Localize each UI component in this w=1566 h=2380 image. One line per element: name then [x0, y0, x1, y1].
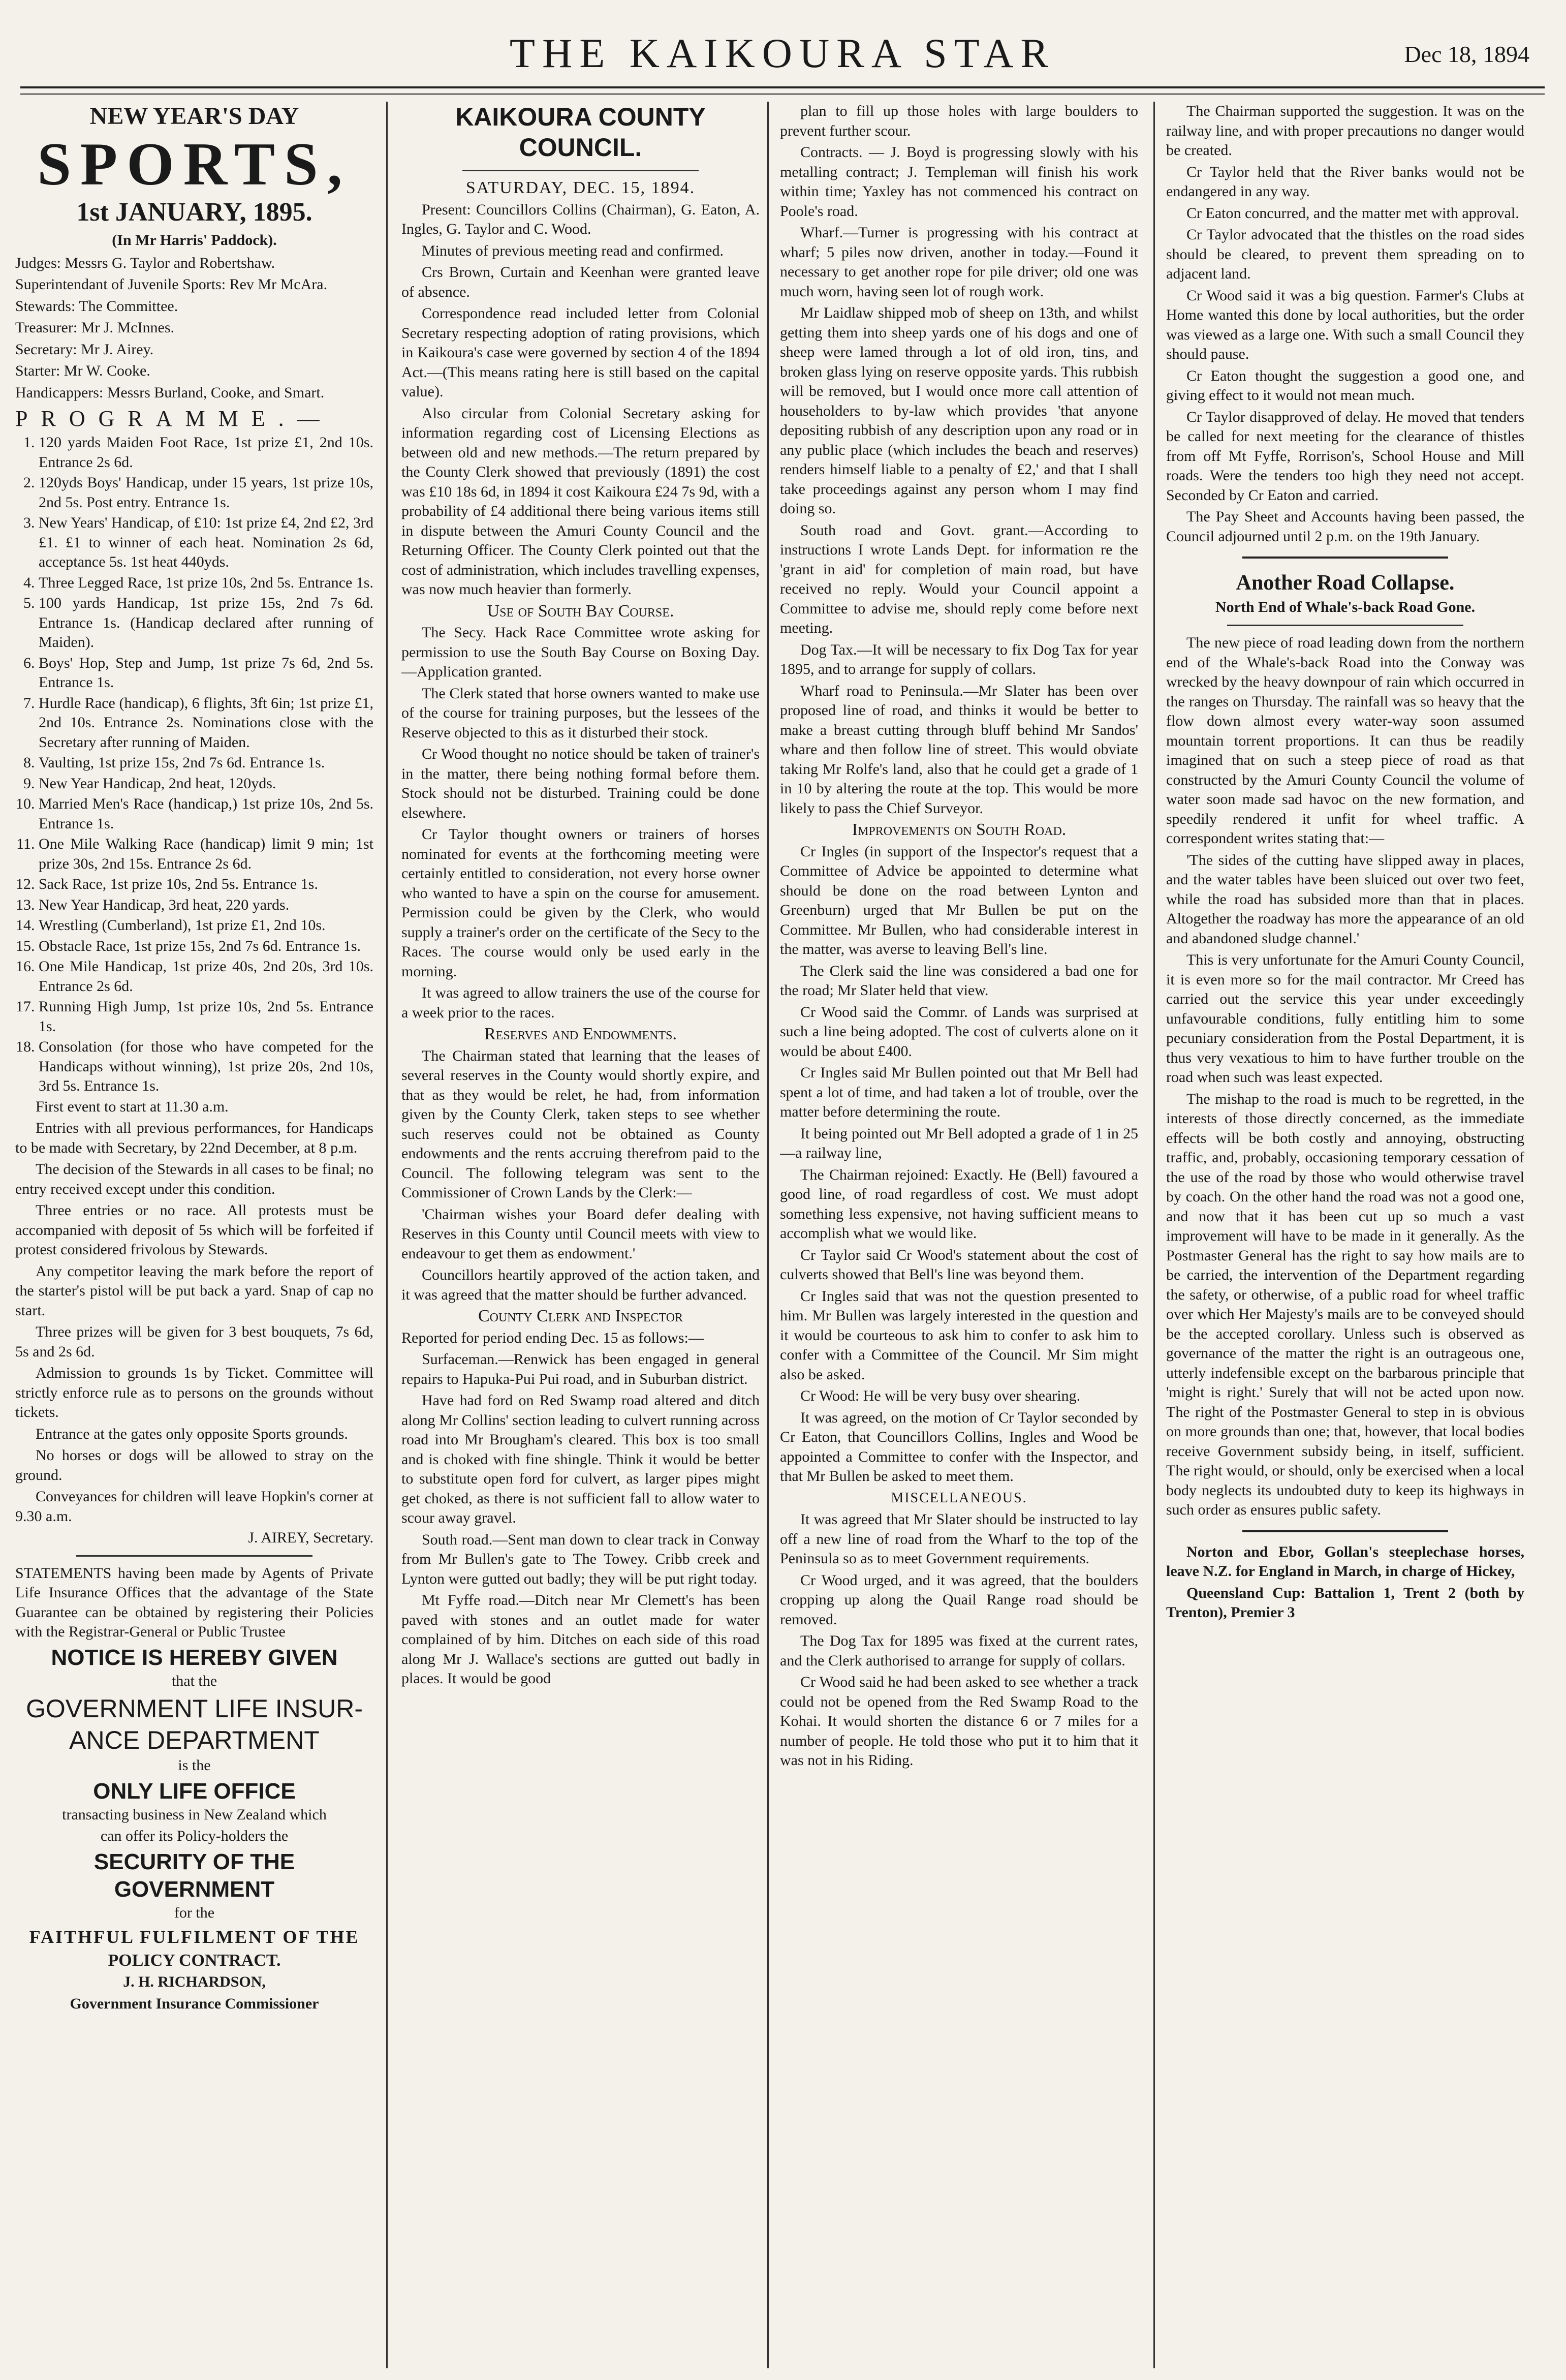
sports-note: Any competitor leaving the mark before the report of the starter's pistol will be put back a yard. Snap of cap no start.: [15, 1262, 373, 1319]
event-item: 6. Boys' Hop, Step and Jump, 1st prize 7s 6d, 2nd 5s. Entrance 1s.: [39, 654, 373, 693]
insurance-intro: STATEMENTS having been made by Agents of Private Life Insurance Offices that the advantage of the State Guarantee can be obtained by registering their Policies with the Registrar-General or Public Trustee: [15, 1564, 373, 1640]
insurance-business: transacting business in New Zealand which: [62, 1806, 327, 1823]
council-continued-paragraph: Cr Taylor advocated that the thistles on the road sides should be cleared, to prevent them spreading on to adjacent land.: [1166, 226, 1524, 282]
sports-note: First event to start at 11.30 a.m.: [36, 1098, 229, 1115]
collapse-paragraph: The new piece of road leading down from the northern end of the Whale's-back Road into the Conway was wrecked by the heavy downpour of rain which occurred in the ranges on Thursday. The rainfall was so heavy that the flow down almost every water-way soon assumed mountain torrent proportions. It can thus be readily imagined that on such a steep piece of road as that constructed by the Amuri County Council the volume of water soon made sad havoc on the new formation, and speedily rendered it unfit for wheel traffic. A correspondent writes stating that:—: [1166, 634, 1524, 847]
event-item: 3. New Years' Handicap, of £10: 1st prize £4, 2nd £2, 3rd £1. £1 to winner of each heat. Nomination 2s 6d, acceptance 5s. 1st heat 440yds.: [39, 513, 373, 572]
misc-paragraph: It was agreed that Mr Slater should be instructed to lay off a new line of road from the Wharf to the top of the Peninsula so as to meet Government requirements.: [780, 1511, 1138, 1567]
sports-note: Entrance at the gates only opposite Sports grounds.: [36, 1425, 348, 1442]
event-item: 11. One Mile Walking Race (handicap) limit 9 min; 1st prize 30s, 2nd 15s. Entrance 2s 6d.: [39, 834, 373, 874]
heading-reserves: Reserves and Endowments.: [484, 1025, 677, 1043]
clerk-paragraph: Have had ford on Red Swamp road altered and ditch along Mr Collins' section leading to culvert running across road into Mr Brougham's cleared. This box is too small and is choked with fine shingle. Think it would be better to substitute open ford for culvert, as larger pipes might get choked, as there is not sufficient fall to allow water to scour away gravel.: [401, 1392, 760, 1526]
report-paragraph: Contracts. — J. Boyd is progressing slowly with his metalling contract; J. Templeman will finish his work within time; Yaxley has not commenced his contract on Poole's road.: [780, 144, 1138, 220]
divider: [76, 1555, 312, 1557]
reserves-paragraph: The Chairman stated that learning that the leases of several reserves in the County would shortly expire, and that as they would be relet, he had, from information given by the County Clerk, taken steps to see whether such reserves could not be obtained as County endowments and the rents accruing therefrom paid to the Council. The following telegram was sent to the Commissioner of Crown Lands by the Clerk:—: [401, 1047, 760, 1201]
official-line: Starter: Mr W. Cooke.: [15, 362, 150, 379]
official-line: Judges: Messrs G. Taylor and Robertshaw.: [15, 254, 275, 271]
sports-note: Admission to grounds 1s by Ticket. Committee will strictly enforce rule as to persons on the grounds without tickets.: [15, 1365, 373, 1420]
improvements-paragraph: Cr Ingles said that was not the question presented to him. Mr Bullen was largely interested in the question and it would be courteous to ask him to confer to ask him to confer with a Committee of the Council. Mr Sim might also be asked.: [780, 1287, 1138, 1383]
heading-south-bay: Use of South Bay Course.: [487, 601, 674, 621]
collapse-paragraphs: [1166, 633, 1524, 1520]
south-bay-paragraph: It was agreed to allow trainers the use of the course for a week prior to the races.: [401, 984, 760, 1021]
report-paragraph: Dog Tax.—It will be necessary to fix Dog Tax for year 1895, and to arrange for supply of collars.: [780, 641, 1138, 677]
event-item: 17. Running High Jump, 1st prize 10s, 2nd 5s. Entrance 1s.: [39, 997, 373, 1036]
programme-label: PROGRAMME.—: [15, 406, 333, 431]
event-item: 10. Married Men's Race (handicap,) 1st prize 10s, 2nd 5s. Entrance 1s.: [39, 794, 373, 833]
official-line: Secretary: Mr J. Airey.: [15, 341, 154, 358]
misc-paragraph: Cr Wood said he had been asked to see whether a track could not be opened from the Red Swamp Road to the Kohai. It would shorten the distance 6 or 7 miles for a number of people. He told those who put it to him that it was not in his Riding.: [780, 1674, 1138, 1769]
insurance-only: ONLY LIFE OFFICE: [93, 1778, 296, 1804]
council-continued-paragraph: Cr Eaton thought the suggestion a good one, and giving effect to it would not mean much.: [1166, 367, 1524, 404]
official-line: Stewards: The Committee.: [15, 297, 178, 315]
south-bay-paragraph: The Secy. Hack Race Committee wrote asking for permission to use the South Bay Course on Boxing Day.—Application granted.: [401, 624, 760, 680]
sports-date: 1st JANUARY, 1895.: [76, 198, 312, 227]
sports-venue: (In Mr Harris' Paddock).: [112, 232, 277, 249]
official-line: Superintendant of Juvenile Sports: Rev Mr McAra.: [15, 276, 328, 293]
insurance-is: is the: [178, 1757, 211, 1774]
masthead-rule: [20, 86, 1545, 95]
heading-improvements: Improvements on South Road.: [852, 820, 1067, 839]
clerk-paragraph: South road.—Sent man down to clear track in Conway from Mr Bullen's gate to The Towey. Cribb creek and Lynton were gutted out badly; they will be put right today.: [401, 1531, 760, 1587]
sports-note: The decision of the Stewards in all cases to be final; no entry received except under this condition.: [15, 1161, 373, 1197]
insurance-dept2: ANCE DEPARTMENT: [69, 1726, 320, 1754]
reserves-paragraph: Councillors heartily approved of the action taken, and it was agreed that the matter should be further advanced.: [401, 1266, 760, 1303]
collapse-paragraph: This is very unfortunate for the Amuri County Council, it is even more so for the mail contractor. Mr Creed has carried out the service this year under exceedingly unfavourable conditions, fully entitling him to some pecuniary consideration from the Postal Department, it is thus very vexatious to him to have further trouble on the road when such was least expected.: [1166, 951, 1524, 1086]
column-rule: [767, 102, 769, 2368]
sports-heading: NEW YEAR'S DAY: [89, 103, 299, 130]
officials-list: [15, 254, 373, 403]
column-2: [401, 102, 760, 2368]
divider: [1227, 625, 1463, 626]
column-4: [1166, 102, 1524, 2368]
council-continued-paragraph: Cr Taylor held that the River banks would not be endangered in any way.: [1166, 163, 1524, 200]
official-line: Handicappers: Messrs Burland, Cooke, and Smart.: [15, 384, 325, 401]
council-continued-paragraph: The Pay Sheet and Accounts having been passed, the Council adjourned until 2 p.m. on the 19th January.: [1166, 508, 1524, 545]
report-paragraph: plan to fill up those holes with large boulders to prevent further scour.: [780, 103, 1138, 139]
council-paragraph: Correspondence read included letter from Colonial Secretary respecting adoption of rating provisions, which in Kaikoura's case were governed by section 4 of the 1894 Act.—(This means rating here is still based on the capital value).: [401, 305, 760, 400]
south-bay-paragraph: The Clerk stated that horse owners wanted to make use of the course for training purposes, but the lessees of the Reserve objected to this as it disturbed their stock.: [401, 685, 760, 741]
council-continued-paragraph: Cr Taylor disapproved of delay. He moved that tenders be called for next meeting for the clearance of thistles from off Mt Fyffe, Rorrison's, School House and Mill roads. Were the tenders too high they need not accept. Seconded by Cr Eaton and carried.: [1166, 408, 1524, 504]
report-paragraph: Wharf road to Peninsula.—Mr Slater has been over proposed line of road, and thinks it would be better to make a breast cutting through bluff behind Mr Sandos' whare and then follow line of street. This would obviate taking Mr Rolfe's land, also that he could get a grade of 1 in 10 by altering the route at the top. This would be more likely to pass the Chief Surveyor.: [780, 682, 1138, 817]
event-item: 16. One Mile Handicap, 1st prize 40s, 2nd 20s, 3rd 10s. Entrance 2s 6d.: [39, 957, 373, 996]
events-list: [15, 433, 373, 1096]
council-continued-paragraph: Cr Wood said it was a big question. Farmer's Clubs at Home wanted this done by local authorities, but the order was viewed as a large one. With such a small Council they should pause.: [1166, 287, 1524, 362]
event-item: 15. Obstacle Race, 1st prize 15s, 2nd 7s 6d. Entrance 1s.: [39, 937, 373, 956]
sports-note: Conveyances for children will leave Hopkin's corner at 9.30 a.m.: [15, 1488, 373, 1525]
improvements-paragraph: Cr Taylor said Cr Wood's statement about the cost of culverts showed that Bell's line was beyond them.: [780, 1246, 1138, 1283]
column-1: [15, 102, 373, 2368]
event-item: 18. Consolation (for those who have competed for the Handicaps without winning), 1st prize 20s, 2nd 10s, 3rd 5s. Entrance 1s.: [39, 1037, 373, 1096]
insurance-that: that the: [171, 1672, 217, 1689]
misc-paragraph: Cr Wood urged, and it was agreed, that the boulders cropping up along the Quail Range road should be removed.: [780, 1571, 1138, 1628]
improvements-paragraph: Cr Ingles said Mr Bullen pointed out that Mr Bell had spent a lot of time, and had taken a lot of trouble, over the matter before determining the route.: [780, 1064, 1138, 1120]
event-item: 12. Sack Race, 1st prize 10s, 2nd 5s. Entrance 1s.: [39, 875, 373, 894]
improvements-paragraph: Cr Ingles (in support of the Inspector's request that a Committee of Advice be appointed to determine what should be done on the road between Lynton and Greenburn) urged that Mr Bullen be put on the Committee. Mr Bullen, who had considerable interest in the matter, was averse to leaving Bell's line.: [780, 843, 1138, 957]
event-item: 13. New Year Handicap, 3rd heat, 220 yards.: [39, 895, 373, 915]
council-paragraph: Minutes of previous meeting read and confirmed.: [422, 242, 724, 259]
south-bay-paragraph: Cr Taylor thought owners or trainers of horses nominated for events at the forthcoming meeting were certainly entitled to consideration, not every horse owner who wanted to have a spin on the course for amusement. Permission could be given by the Clerk, who would supply a trainer's order on the certificate of the Secy to the Races. The course would only be used early in the morning.: [401, 826, 760, 980]
collapse-paragraph: The mishap to the road is much to be regretted, in the interests of those directly concerned, as the immediate effects will be both costly and annoying, obstructing traffic, and, probably, occasioning temporary cessation of the use of the road by those who would otherwise travel by coach. On the other hand the road was not a good one, and now that it has been cut up so much a vast improvement will have to be made in it generally. As the Postmaster General has the right to say how mails are to be carried, the intervention of the Department regarding the safety, or otherwise, of a public road for wheel traffic over which Her Majesty's mails are to be conveyed should be the accepted corollary. Unless such is observed as governance of the matter the right is an outrageous one, utterly indefensible except on the barbarous principle that 'might is right.' Surely that will not be acted upon now. The right of the Postmaster General to step in is obvious on more grounds than one; that, however, that local bodies receive Government subsidy being, in itself, sufficient. The right would, or should, only be exercised when a local body neglects its undoubted duty to keep its highways in such order as ensures public safety.: [1166, 1090, 1524, 1518]
improvements-paragraphs: [780, 842, 1138, 1487]
insurance-faithful: FAITHFUL FULFILMENT OF THE: [29, 1927, 360, 1947]
clerk-paragraphs: [401, 1350, 760, 1689]
column-rule: [1153, 102, 1155, 2368]
report-paragraphs: [780, 102, 1138, 818]
official-line: Treasurer: Mr J. McInnes.: [15, 319, 175, 336]
newspaper-title: THE KAIKOURA STAR: [509, 30, 1056, 76]
sports-notes: [15, 1097, 373, 1527]
event-item: 8. Vaulting, 1st prize 15s, 2nd 7s 6d. Entrance 1s.: [39, 753, 373, 773]
report-paragraph: Wharf.—Turner is progressing with his contract at wharf; 5 piles now driven, another in today.—Found it necessary to get another rope for pile driver; old one was much worn, having seen lot of rough work.: [780, 224, 1138, 300]
improvements-paragraph: Cr Wood: He will be very busy over shearing.: [800, 1387, 1081, 1404]
council-date: SATURDAY, DEC. 15, 1894.: [465, 178, 696, 197]
council-continued-paragraph: The Chairman supported the suggestion. It was on the railway line, and with proper precautions no danger would be created.: [1166, 103, 1524, 159]
misc-paragraphs: [780, 1510, 1138, 1771]
council-continued-paragraph: Cr Eaton concurred, and the matter met with approval.: [1186, 204, 1519, 222]
improvements-paragraph: The Chairman rejoined: Exactly. He (Bell) favoured a good line, of road regardless of cost. We must adopt something less expensive, not having sufficient means to accomplish what we would like.: [780, 1166, 1138, 1242]
racing-note: Norton and Ebor, Gollan's steeplechase horses, leave N.Z. for England in March, in charge of Hickey,: [1166, 1543, 1524, 1580]
divider: [1242, 557, 1448, 559]
masthead: [20, 20, 1545, 81]
clerk-intro: Reported for period ending Dec. 15 as follows:—: [401, 1329, 704, 1346]
issue-date: Dec 18, 1894: [1404, 41, 1529, 67]
council-title: KAIKOURA COUNTY COUNCIL.: [455, 103, 706, 162]
sports-title: SPORTS,: [37, 130, 352, 198]
divider: [462, 170, 699, 171]
event-item: 14. Wrestling (Cumberland), 1st prize £1, 2nd 10s.: [39, 916, 373, 936]
event-item: 7. Hurdle Race (handicap), 6 flights, 3ft 6in; 1st prize £1, 2nd 10s. Entrance 2s. Nominations close with the Secretary after running of Maiden.: [39, 694, 373, 753]
sports-note: Entries with all previous performances, for Handicaps to be made with Secretary, by 22nd December, at 8 p.m.: [15, 1120, 373, 1156]
insurance-signatory-title: Government Insurance Commissioner: [70, 1995, 319, 2012]
heading-misc: MISCELLANEOUS.: [891, 1490, 1027, 1506]
insurance-for: for the: [174, 1904, 215, 1921]
insurance-signatory: J. H. RICHARDSON,: [123, 1973, 266, 1990]
sports-signature: J. AIREY, Secretary.: [248, 1529, 373, 1546]
clerk-paragraph: Mt Fyffe road.—Ditch near Mr Clemett's has been paved with stones and an outlet made for water complained of by him. Ditches on each side of this road along Mr J. Wallace's sections are gutted out badly in places. It would be good: [401, 1592, 760, 1687]
report-paragraph: South road and Govt. grant.—According to instructions I wrote Lands Dept. for information re the 'grant in aid' for completion of main road, but have received no reply. Would your Council appoint a Committee to advise me, should reply come before next meeting.: [780, 521, 1138, 636]
insurance-policy: POLICY CONTRACT.: [108, 1951, 281, 1970]
south-bay-paragraph: Cr Wood thought no notice should be taken of trainer's in the matter, there being nothing formal before them. Stock should not be disturbed. Training could be done elsewhere.: [401, 746, 760, 821]
sports-note: No horses or dogs will be allowed to stray on the ground.: [15, 1447, 373, 1483]
cup-note: Queensland Cup: Battalion 1, Trent 2 (both by Trenton), Premier 3: [1166, 1584, 1524, 1621]
event-item: 9. New Year Handicap, 2nd heat, 120yds.: [39, 774, 373, 794]
event-item: 2. 120yds Boys' Handicap, under 15 years, 1st prize 10s, 2nd 5s. Post entry. Entrance 1s.: [39, 473, 373, 512]
collapse-paragraph: 'The sides of the cutting have slipped away in places, and the water tables have been sluiced out over two feet, while the road has subsided more than that in places. Altogether the roadway has more the appearance of an old and abandoned sludge channel.': [1166, 851, 1524, 947]
clerk-paragraph: Surfaceman.—Renwick has been engaged in general repairs to Hapuka-Pui Pui road, and in Suburban district.: [401, 1351, 760, 1387]
insurance-security: SECURITY OF THE GOVERNMENT: [93, 1849, 295, 1902]
improvements-paragraph: The Clerk said the line was considered a bad one for the road; Mr Slater held that view.: [780, 962, 1138, 999]
reserves-paragraph: 'Chairman wishes your Board defer dealing with Reserves in this County until Council meets with view to endeavour to get them as endowment.': [401, 1206, 760, 1262]
council-continued-paragraphs: [1166, 102, 1524, 546]
event-item: 4. Three Legged Race, 1st prize 10s, 2nd 5s. Entrance 1s.: [39, 573, 373, 593]
collapse-title: Another Road Collapse.: [1236, 571, 1455, 595]
column-rule: [386, 102, 388, 2368]
insurance-offer: can offer its Policy-holders the: [100, 1828, 289, 1844]
event-item: 1. 120 yards Maiden Foot Race, 1st prize £1, 2nd 10s. Entrance 2s 6d.: [39, 433, 373, 472]
improvements-paragraph: Cr Wood said the Commr. of Lands was surprised at such a line being adopted. The cost of culverts alone on it would be about £400.: [780, 1003, 1138, 1060]
council-paragraph: Present: Councillors Collins (Chairman), G. Eaton, A. Ingles, G. Taylor and C. Wood.: [401, 201, 760, 237]
improvements-paragraph: It was agreed, on the motion of Cr Taylor seconded by Cr Eaton, that Councillors Collins, Ingles and Wood be appointed a Committee to confer with the Inspector, and that Mr Bullen be asked to meet them.: [780, 1409, 1138, 1485]
divider: [1242, 1530, 1448, 1532]
sports-note: Three entries or no race. All protests must be accompanied with deposit of 5s which will be forfeited if protest considered frivolous by Stewards.: [15, 1202, 373, 1258]
sports-note: Three prizes will be given for 3 best bouquets, 7s 6d, 5s and 2s 6d.: [15, 1323, 373, 1360]
event-item: 5. 100 yards Handicap, 1st prize 15s, 2nd 7s 6d. Entrance 1s. (Handicap declared after running of Maiden).: [39, 594, 373, 653]
council-paragraph: Crs Brown, Curtain and Keenhan were granted leave of absence.: [401, 264, 760, 300]
collapse-subtitle: North End of Whale's-back Road Gone.: [1215, 599, 1476, 615]
reserves-paragraphs: [401, 1046, 760, 1305]
insurance-notice: NOTICE IS HEREBY GIVEN: [51, 1645, 338, 1670]
column-3: [780, 102, 1138, 2368]
council-paragraphs: [401, 200, 760, 600]
misc-paragraph: The Dog Tax for 1895 was fixed at the current rates, and the Clerk authorised to arrange for supply of collars.: [780, 1632, 1138, 1669]
report-paragraph: Mr Laidlaw shipped mob of sheep on 13th, and whilst getting them into sheep yards one of his dogs and one of sheep were lamed through a lot of old iron, tins, and broken glass lying on reserve opposite yards. This rubbish will be removed, but I would once more call attention of householders to by-law which provides 'that anyone depositing rubbish of any description upon any road or in any public place (which includes the beach and reserves) renders himself liable to a penalty of £2,' and that I shall take proceedings against any person whom I may find doing so.: [780, 304, 1138, 517]
improvements-paragraph: It being pointed out Mr Bell adopted a grade of 1 in 25—a railway line,: [780, 1125, 1138, 1161]
heading-clerk: County Clerk and Inspector: [478, 1307, 683, 1325]
insurance-dept1: GOVERNMENT LIFE INSUR-: [25, 1694, 363, 1723]
council-paragraph: Also circular from Colonial Secretary asking for information regarding cost of Licensing Elections as between old and new methods.—The return prepared by the County Clerk showed that previously (1891) the cost was £10 18s 6d, in 1894 it cost Kaikoura £24 7s 9d, with a probability of £4 additional there being various items still in dispute between the Amuri County Council and the Returning Officer. The County Clerk pointed out that the cost of administration, which includes travelling expenses, was now much heavier than formerly.: [401, 405, 760, 598]
south-bay-paragraphs: [401, 623, 760, 1023]
